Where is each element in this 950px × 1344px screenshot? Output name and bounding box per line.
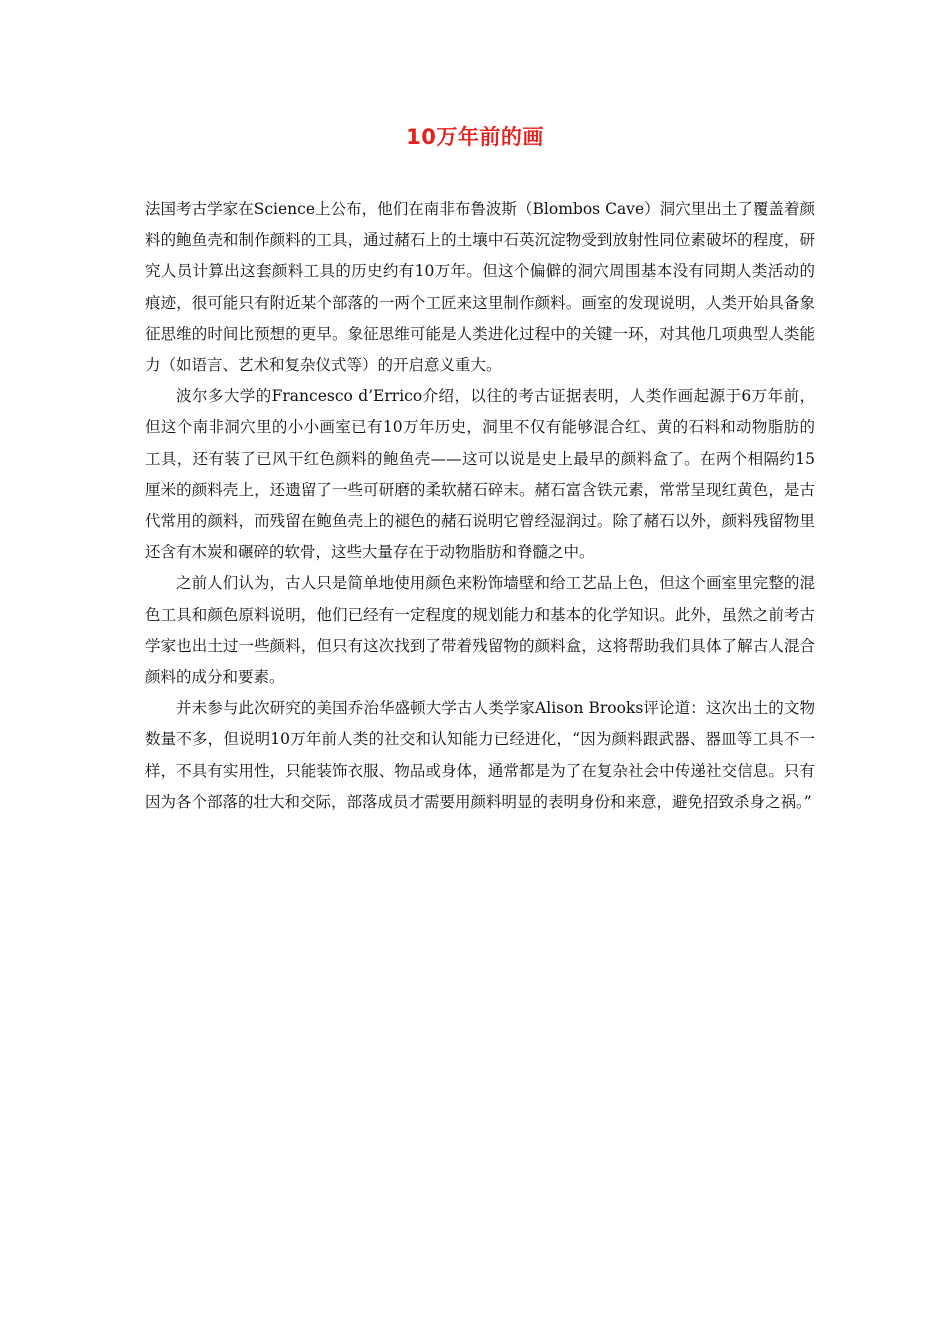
paragraph-4: 并未参与此次研究的美国乔治华盛顿大学古人类学家Alison Brooks评论道：这次出土的文物数量不多，但说明10万年前人类的社交和认知能力已经进化，“因为颜料跟武器、器皿等工具不一样，不具有实用性，只能装饰衣服、物品或身体，通常都是为了在复杂社会中传递社交信息。只有因为各个部落的壮大和交际，部落成员才需要用颜料明显的表明身份和来意，避免招致杀身之祸。” xyxy=(145,699,815,811)
paragraph-2: 波尔多大学的Francesco d’Errico介绍，以往的考古证据表明，人类作画起源于6万年前，但这个南非洞穴里的小小画室已有10万年历史，洞里不仅有能够混合红、黄的石料和动物脂肪的工具，还有装了已风干红色颜料的鲍鱼壳——这可以说是史上最早的颜料盒了。在两个相隔约15厘米的颜料壳上，还遗留了一些可研磨的柔软赭石碎末。赭石富含铁元素，常常呈现红黄色，是古代常用的颜料，而残留在鲍鱼壳上的褪色的赭石说明它曾经湿润过。除了赭石以外，颜料残留物里还含有木炭和碾碎的软骨，这些大量存在于动物脂肪和脊髓之中。 xyxy=(145,387,815,562)
page-title: 10万年前的画 xyxy=(406,125,544,149)
paragraph-1: 法国考古学家在Science上公布，他们在南非布鲁波斯（Blombos Cave）洞穴里出土了覆盖着颜料的鲍鱼壳和制作颜料的工具，通过赭石上的土壤中石英沉淀物受到放射性同位素破坏的程度，研究人员计算出这套颜料工具的历史约有10万年。但这个偏僻的洞穴周围基本没有同期人类活动的痕迹，很可能只有附近某个部落的一两个工匠来这里制作颜料。画室的发现说明，人类开始具备象征思维的时间比预想的更早。象征思维可能是人类进化过程中的关键一环，对其他几项典型人类能力（如语言、艺术和复杂仪式等）的开启意义重大。 xyxy=(145,200,815,375)
paragraph-3: 之前人们认为，古人只是简单地使用颜色来粉饰墙壁和给工艺品上色，但这个画室里完整的混色工具和颜色原料说明，他们已经有一定程度的规划能力和基本的化学知识。此外，虽然之前考古学家也出土过一些颜料，但只有这次找到了带着残留物的颜料盒，这将帮助我们具体了解古人混合颜料的成分和要素。 xyxy=(145,574,815,687)
article-body xyxy=(145,194,815,818)
